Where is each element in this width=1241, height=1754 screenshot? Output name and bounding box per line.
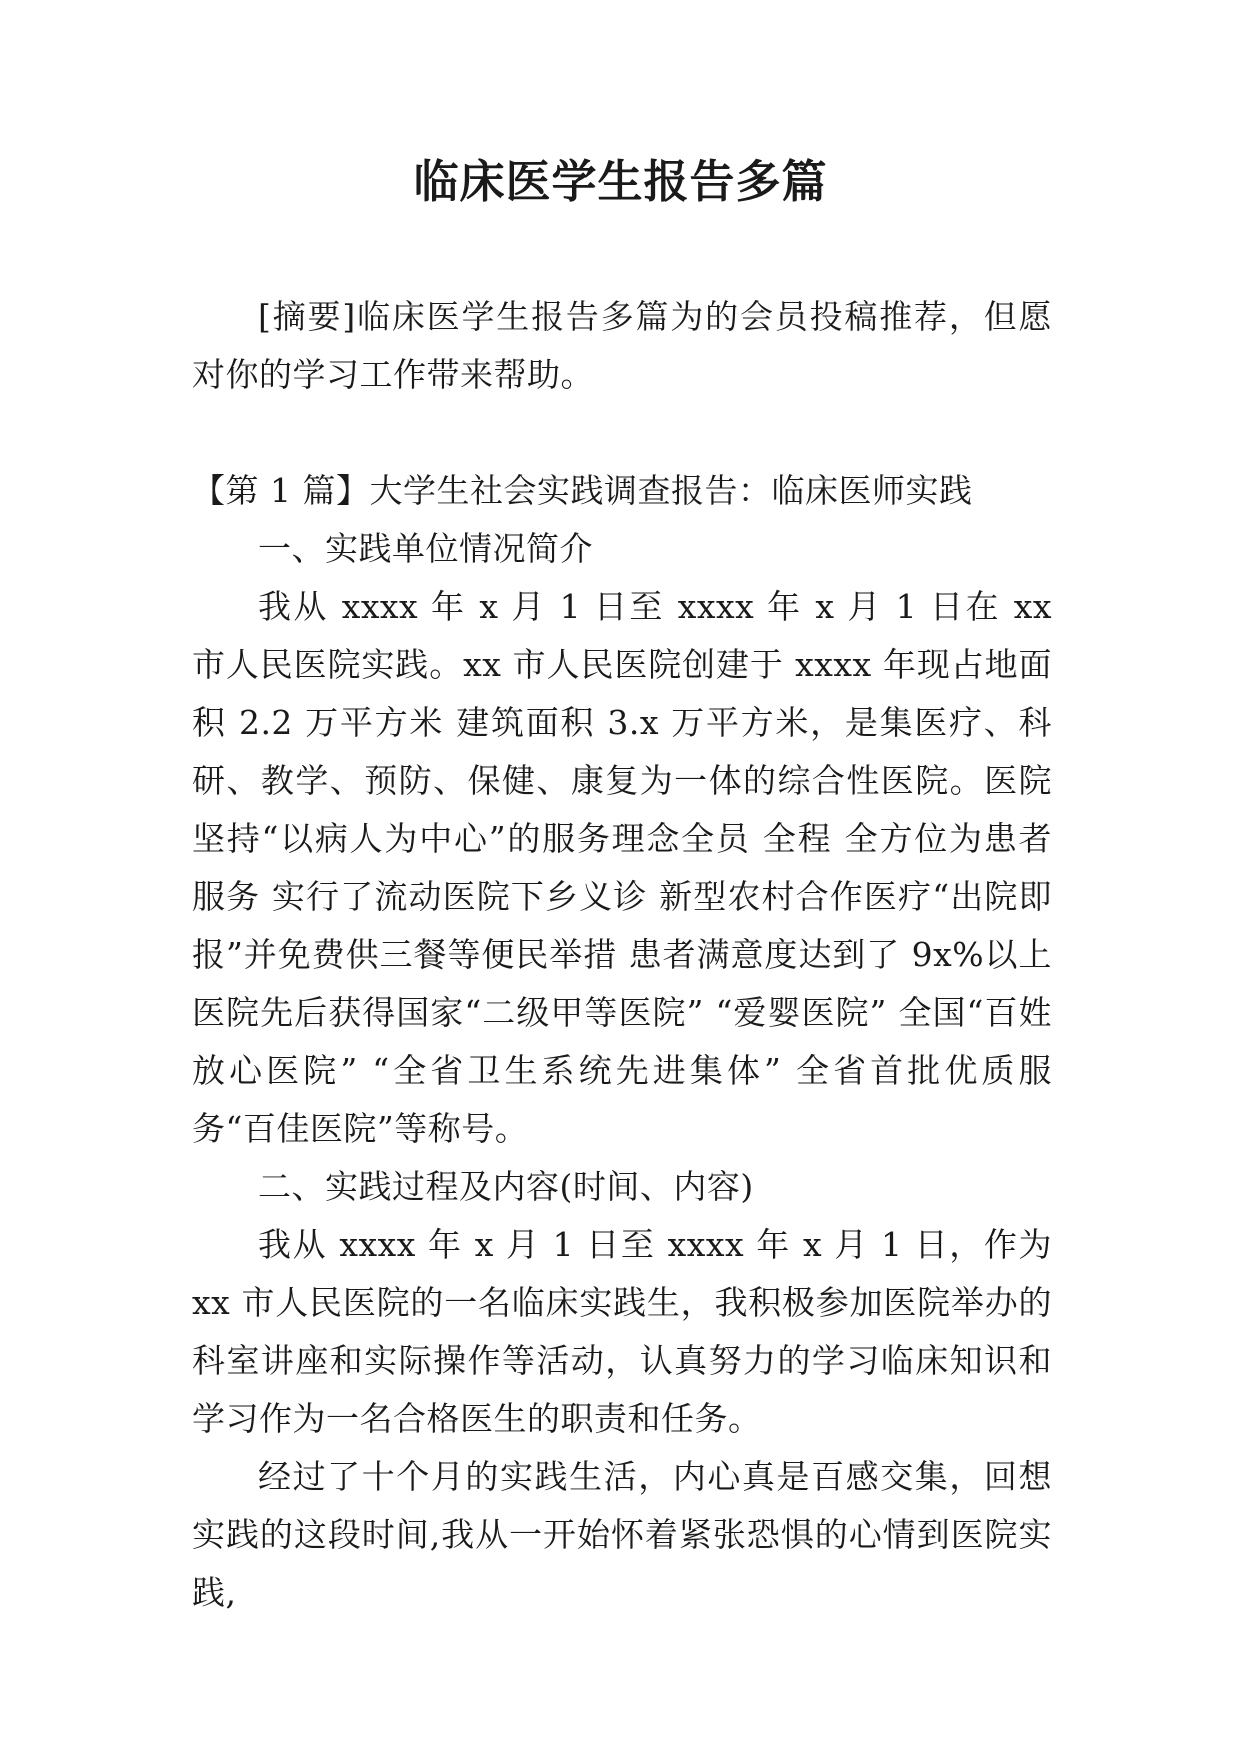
section-paragraph-3: 经过了十个月的实践生活，内心真是百感交集，回想实践的这段时间,我从一开始怀着紧张恐惧的心情到医院实践, — [192, 1457, 1052, 1612]
section-heading-1: 一、实践单位情况简介 — [258, 529, 593, 568]
article-heading: 【第 1 篇】大学生社会实践调查报告：临床医师实践 — [192, 471, 973, 510]
document-title: 临床医学生报告多篇 — [413, 155, 828, 208]
article-content — [192, 462, 1052, 1622]
section-heading-2: 二、实践过程及内容(时间、内容) — [258, 1167, 754, 1206]
abstract-paragraph: [摘要]临床医学生报告多篇为的会员投稿推荐，但愿对你的学习工作带来帮助。 — [192, 297, 1052, 394]
section-paragraph-1: 我从 xxxx 年 x 月 1 日至 xxxx 年 x 月 1 日在 xx 市人民医院实践。xx 市人民医院创建于 xxxx 年现占地面积 2.2 万平方米 建筑面积 3.x 万平方米，是集医疗、科研、教学、预防、保健、康复为一体的综合性医院。医院坚持“以病人为中心”的服务理念全员 全程 全方位为患者服务 实行了流动医院下乡义诊 新型农村合作医疗“出院即报”并免费供三餐等便民举措 患者满意度达到了 9x%以上医院先后获得国家“二级甲等医院” “爱婴医院” 全国“百姓放心医院” “全省卫生系统先进集体” 全省首批优质服务“百佳医院”等称号。 — [192, 587, 1052, 1148]
section-paragraph-2: 我从 xxxx 年 x 月 1 日至 xxxx 年 x 月 1 日，作为 xx 市人民医院的一名临床实践生，我积极参加医院举办的科室讲座和实际操作等活动，认真努力的学习临床知识和学习作为一名合格医生的职责和任务。 — [192, 1225, 1052, 1438]
abstract-block — [192, 288, 1052, 404]
